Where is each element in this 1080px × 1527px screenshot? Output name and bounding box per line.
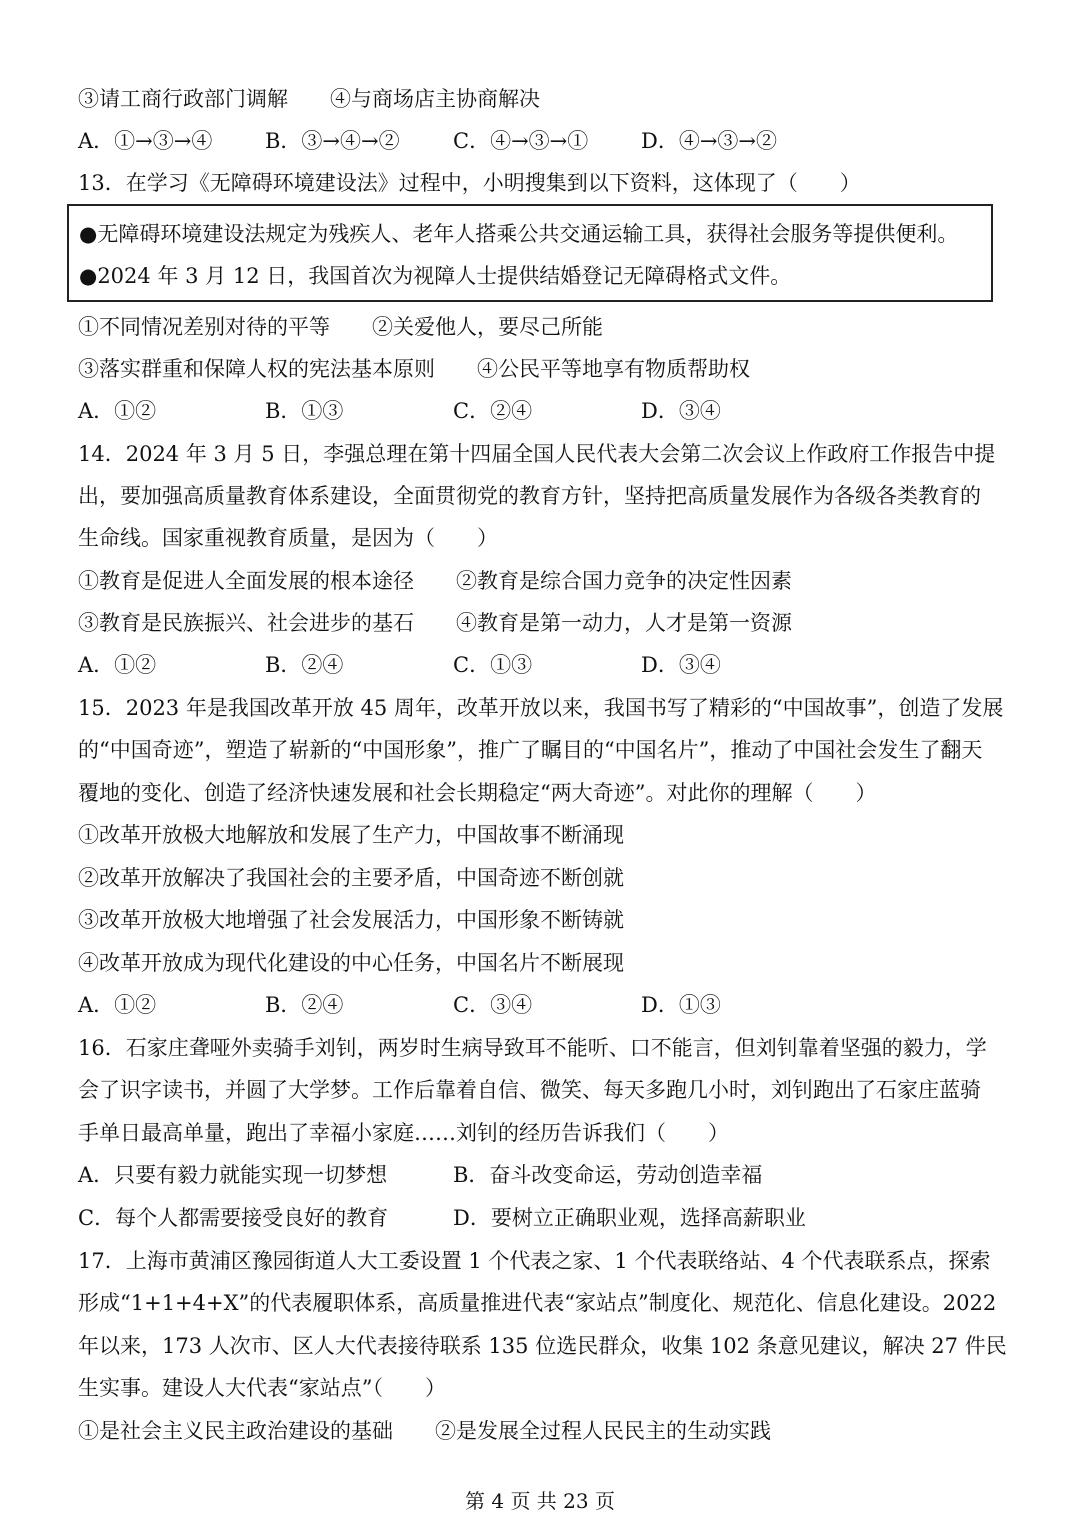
q15-item: ④改革开放成为现代化建设的中心任务，中国名片不断展现 [78, 951, 624, 975]
q13-option-d: D．③④ [641, 399, 721, 423]
q13-material-line: ●无障碍环境建设法规定为残疾人、老年人搭乘公共交通运输工具，获得社会服务等提供便利。 [79, 222, 959, 246]
page-number: 第 4 页 共 23 页 [465, 1489, 615, 1513]
q16-stem-line: 16．石家庄聋哑外卖骑手刘钊，两岁时生病导致耳不能听、口不能言，但刘钊靠着坚强的毅力，学 [78, 1036, 987, 1060]
q15-stem-line: 覆地的变化、创造了经济快速发展和社会长期稳定“两大奇迹”。对此你的理解（ ） [78, 781, 877, 805]
q13-option-a: A．①② [78, 399, 157, 423]
q12-option-d: D．④→③→② [641, 129, 778, 153]
q13-material-line: ●2024 年 3 月 12 日，我国首次为视障人士提供结婚登记无障碍格式文件。 [79, 264, 792, 288]
q14-stem-line: 出，要加强高质量教育体系建设，全面贯彻党的教育方针，坚持把高质量发展作为各级各类教育的 [78, 484, 981, 508]
q17-stem-line: 形成“1+1+4+X”的代表履职体系，高质量推进代表“家站点”制度化、规范化、信息化建设。2022 [78, 1291, 997, 1315]
q17-stem-line: 年以来，173 人次市、区人大代表接待联系 135 位选民群众，收集 102 条意见建议，解决 27 件民 [78, 1334, 1007, 1358]
q15-item: ①改革开放极大地解放和发展了生产力，中国故事不断涌现 [78, 823, 624, 847]
q16-option-a: A．只要有毅力就能实现一切梦想 [78, 1163, 388, 1187]
q16-option-b: B．奋斗改变命运，劳动创造幸福 [453, 1163, 763, 1187]
q15-stem-line: 15．2023 年是我国改革开放 45 周年，改革开放以来，我国书写了精彩的“中国故事”，创造了发展 [78, 696, 1004, 720]
q12-items-line: ③请工商行政部门调解 ④与商场店主协商解决 [78, 87, 540, 111]
q14-stem-line: 14．2024 年 3 月 5 日，李强总理在第十四届全国人民代表大会第二次会议上作政府工作报告中提 [78, 442, 996, 466]
q17-stem-line: 17．上海市黄浦区豫园街道人大工委设置 1 个代表之家、1 个代表联络站、4 个代表联系点，探索 [78, 1249, 991, 1273]
q12-option-a: A．①→③→④ [78, 129, 213, 153]
q15-stem-line: 的“中国奇迹”，塑造了崭新的“中国形象”，推广了瞩目的“中国名片”，推动了中国社会发生了翻天 [78, 738, 983, 762]
q15-option-b: B．②④ [265, 993, 344, 1017]
q14-option-d: D．③④ [641, 653, 721, 677]
q14-items-line: ①教育是促进人全面发展的根本途径 ②教育是综合国力竞争的决定性因素 [78, 569, 792, 593]
q14-items-line: ③教育是民族振兴、社会进步的基石 ④教育是第一动力，人才是第一资源 [78, 611, 792, 635]
q17-stem-line: 生实事。建设人大代表“家站点”（ ） [78, 1376, 446, 1400]
q13-material-box [67, 204, 993, 302]
q14-option-c: C．①③ [453, 653, 533, 677]
q14-stem-line: 生命线。国家重视教育质量，是因为（ ） [78, 526, 498, 550]
q15-item: ③改革开放极大地增强了社会发展活力，中国形象不断铸就 [78, 908, 624, 932]
q13-option-c: C．②④ [453, 399, 533, 423]
q13-stem: 13．在学习《无障碍环境建设法》过程中，小明搜集到以下资料，这体现了（ ） [78, 171, 861, 195]
q15-option-c: C．③④ [453, 993, 533, 1017]
q16-stem-line: 手单日最高单量，跑出了幸福小家庭……刘钊的经历告诉我们（ ） [78, 1121, 729, 1145]
q17-items-line: ①是社会主义民主政治建设的基础 ②是发展全过程人民民主的生动实践 [78, 1419, 771, 1443]
q15-item: ②改革开放解决了我国社会的主要矛盾，中国奇迹不断创就 [78, 866, 624, 890]
q13-items-line: ③落实群重和保障人权的宪法基本原则 ④公民平等地享有物质帮助权 [78, 357, 750, 381]
q16-option-d: D．要树立正确职业观，选择高薪职业 [453, 1206, 806, 1230]
q15-option-a: A．①② [78, 993, 157, 1017]
q14-option-a: A．①② [78, 653, 157, 677]
q13-option-b: B．①③ [265, 399, 344, 423]
q16-stem-line: 会了识字读书，并圆了大学梦。工作后靠着自信、微笑、每天多跑几小时，刘钊跑出了石家庄蓝骑 [78, 1078, 981, 1102]
q12-option-c: C．④→③→① [453, 129, 589, 153]
q12-option-b: B．③→④→② [265, 129, 400, 153]
q16-option-c: C．每个人都需要接受良好的教育 [78, 1206, 389, 1230]
q14-option-b: B．②④ [265, 653, 344, 677]
q13-items-line: ①不同情况差别对待的平等 ②关爱他人，要尽己所能 [78, 315, 603, 339]
q15-option-d: D．①③ [641, 993, 721, 1017]
